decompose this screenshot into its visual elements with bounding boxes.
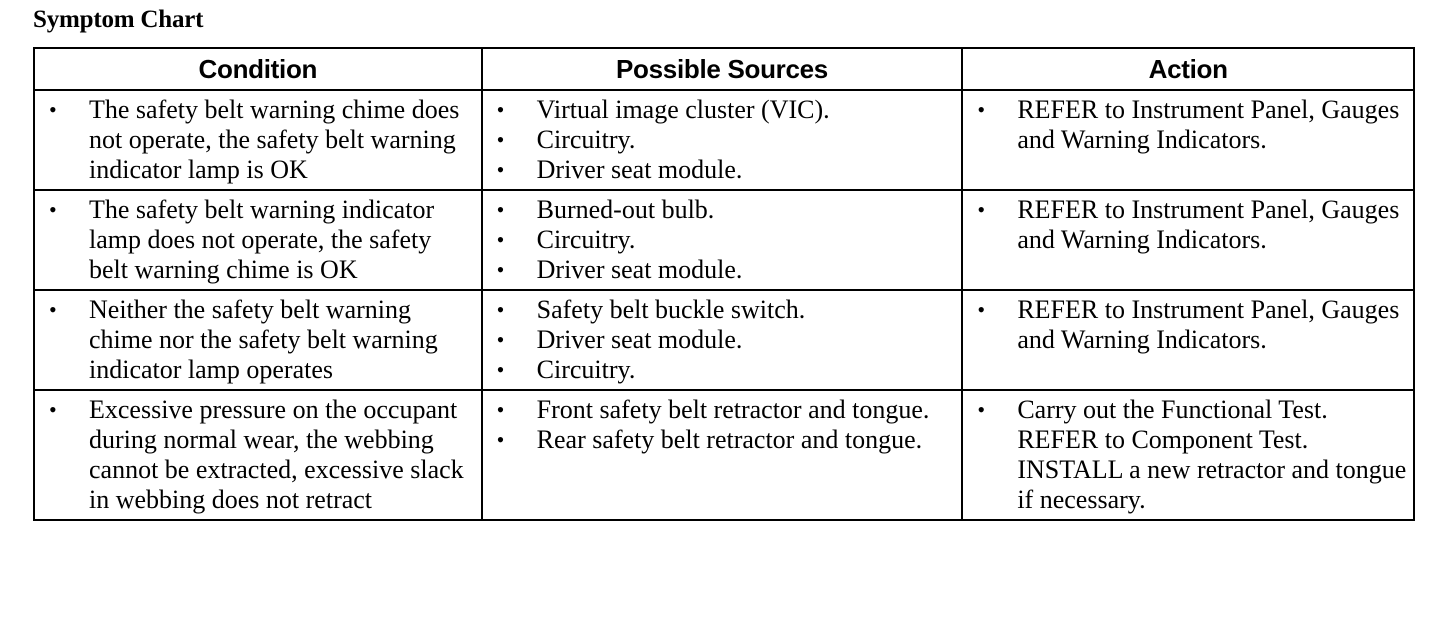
- table-row: [34, 190, 1414, 290]
- action-cell: [962, 390, 1414, 520]
- list-item: [35, 95, 477, 185]
- bullet-icon: •: [496, 357, 505, 382]
- bullet-list: [483, 395, 958, 455]
- item-text: Driver seat module.: [536, 155, 743, 184]
- bullet-list: [963, 295, 1409, 355]
- condition-cell: [34, 190, 482, 290]
- condition-cell: [34, 290, 482, 390]
- bullet-icon: •: [496, 127, 505, 152]
- item-text: Circuitry.: [536, 225, 636, 254]
- item-text: Front safety belt retractor and tongue.: [536, 395, 930, 424]
- possible-sources-cell: [482, 90, 963, 190]
- table-row: [34, 290, 1414, 390]
- action-cell: [962, 290, 1414, 390]
- possible-sources-cell: [482, 290, 963, 390]
- item-text: REFER to Instrument Panel, Gauges and Warning Indicators.: [1017, 195, 1400, 254]
- bullet-icon: •: [49, 97, 57, 122]
- bullet-list: [483, 295, 958, 385]
- list-item: [35, 395, 477, 515]
- item-text: Circuitry.: [536, 355, 636, 384]
- list-item: [963, 395, 1409, 515]
- bullet-list: [963, 195, 1409, 255]
- list-item: [483, 325, 958, 355]
- possible-sources-cell: [482, 390, 963, 520]
- list-item: [483, 355, 958, 385]
- item-text: Excessive pressure on the occupant during normal wear, the webbing cannot be extracted, excessive slack in webbing does not retract: [89, 395, 464, 514]
- bullet-icon: •: [496, 297, 505, 322]
- bullet-icon: •: [496, 327, 505, 352]
- bullet-list: [963, 95, 1409, 155]
- action-header: Action: [962, 48, 1414, 90]
- item-text: Circuitry.: [536, 125, 636, 154]
- bullet-icon: •: [496, 157, 505, 182]
- bullet-icon: •: [496, 97, 505, 122]
- item-text: REFER to Instrument Panel, Gauges and Warning Indicators.: [1017, 95, 1400, 154]
- item-text: REFER to Instrument Panel, Gauges and Warning Indicators.: [1017, 295, 1400, 354]
- bullet-icon: •: [977, 97, 986, 122]
- table-row: [34, 390, 1414, 520]
- list-item: [483, 95, 958, 125]
- bullet-list: [483, 195, 958, 285]
- list-item: [483, 395, 958, 425]
- action-cell: [962, 90, 1414, 190]
- bullet-list: [483, 95, 958, 185]
- symptom-chart-table: [33, 47, 1415, 521]
- list-item: [483, 195, 958, 225]
- page-title: Symptom Chart: [33, 6, 204, 33]
- header-row: [34, 48, 1414, 90]
- bullet-list: [35, 295, 477, 385]
- bullet-list: [963, 395, 1409, 515]
- bullet-icon: •: [49, 197, 57, 222]
- list-item: [963, 195, 1409, 255]
- list-item: [483, 225, 958, 255]
- list-item: [483, 125, 958, 155]
- possible-sources-header: Possible Sources: [482, 48, 963, 90]
- list-item: [35, 295, 477, 385]
- bullet-icon: •: [977, 397, 986, 422]
- item-text: Burned-out bulb.: [536, 195, 715, 224]
- item-text: Rear safety belt retractor and tongue.: [536, 425, 923, 454]
- item-text: Neither the safety belt warning chime nor the safety belt warning indicator lamp operates: [89, 295, 438, 384]
- condition-header: Condition: [34, 48, 482, 90]
- bullet-icon: •: [49, 297, 57, 322]
- possible-sources-cell: [482, 190, 963, 290]
- list-item: [483, 425, 958, 455]
- table-row: [34, 90, 1414, 190]
- condition-cell: [34, 390, 482, 520]
- bullet-icon: •: [977, 297, 986, 322]
- list-item: [963, 95, 1409, 155]
- item-text: Safety belt buckle switch.: [536, 295, 806, 324]
- bullet-icon: •: [496, 427, 505, 452]
- bullet-icon: •: [49, 397, 57, 422]
- item-text: Driver seat module.: [536, 255, 743, 284]
- action-cell: [962, 190, 1414, 290]
- list-item: [963, 295, 1409, 355]
- item-text: The safety belt warning chime does not operate, the safety belt warning indicator lamp is OK: [89, 95, 460, 184]
- list-item: [483, 255, 958, 285]
- bullet-list: [35, 195, 477, 285]
- list-item: [35, 195, 477, 285]
- bullet-icon: •: [977, 197, 986, 222]
- item-text: The safety belt warning indicator lamp does not operate, the safety belt warning chime is OK: [89, 195, 435, 284]
- item-text: Virtual image cluster (VIC).: [536, 95, 830, 124]
- list-item: [483, 295, 958, 325]
- bullet-icon: •: [496, 257, 505, 282]
- bullet-list: [35, 395, 477, 515]
- item-text: Driver seat module.: [536, 325, 743, 354]
- bullet-list: [35, 95, 477, 185]
- bullet-icon: •: [496, 227, 505, 252]
- condition-cell: [34, 90, 482, 190]
- bullet-icon: •: [496, 197, 505, 222]
- list-item: [483, 155, 958, 185]
- item-text: Carry out the Functional Test. REFER to Component Test. INSTALL a new retractor and tongue if necessary.: [1017, 395, 1407, 514]
- bullet-icon: •: [496, 397, 505, 422]
